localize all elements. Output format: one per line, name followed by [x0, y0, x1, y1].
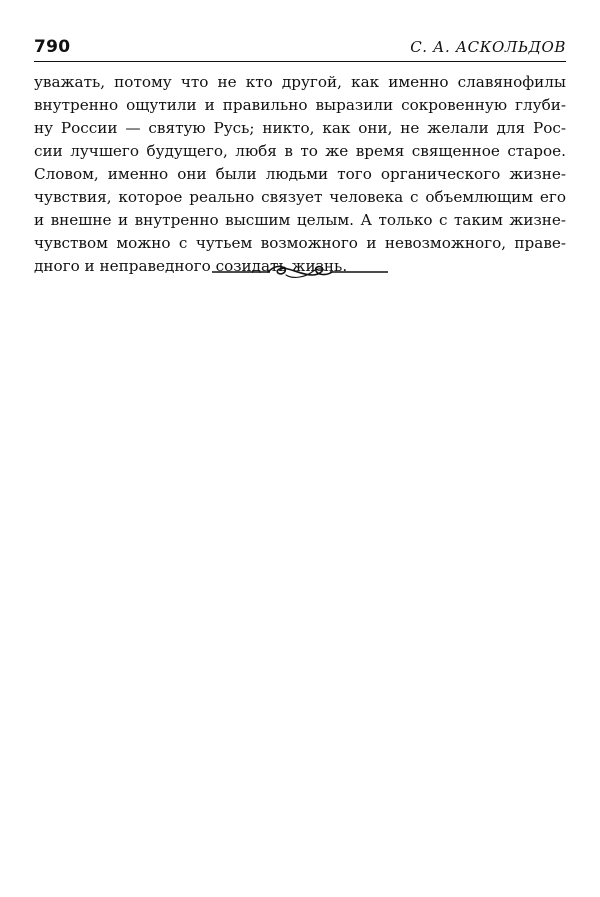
running-head-author: С. А. АСКОЛЬДОВ — [410, 38, 566, 56]
ornament-swash — [268, 266, 332, 275]
text-line: внутренно ощутили и правильно выразили сокровенную глуби- — [34, 96, 566, 114]
running-head — [34, 37, 566, 61]
text-line: чувством можно с чутьем возможного и невозможного, праве- — [34, 234, 566, 252]
text-line: чувствия, которое реально связует человека с объемлющим его — [34, 188, 566, 206]
text-line: ну России — святую Русь; никто, как они, не желали для Рос- — [34, 119, 566, 137]
text-line: Словом, именно они были людьми того органического жизне- — [34, 165, 566, 183]
text-line: и внешне и внутренно высшим целым. А только с таким жизне- — [34, 211, 566, 229]
page-number: 790 — [34, 37, 71, 57]
body-text — [34, 71, 566, 278]
header-rule — [34, 61, 566, 62]
swash-divider-icon — [212, 259, 388, 285]
text-line: дного и неправедного созидать жизнь. — [34, 257, 348, 275]
text-line: сии лучшего будущего, любя в то же время священное старое. — [34, 142, 566, 160]
text-line: уважать, потому что не кто другой, как именно славянофилы — [34, 73, 566, 91]
